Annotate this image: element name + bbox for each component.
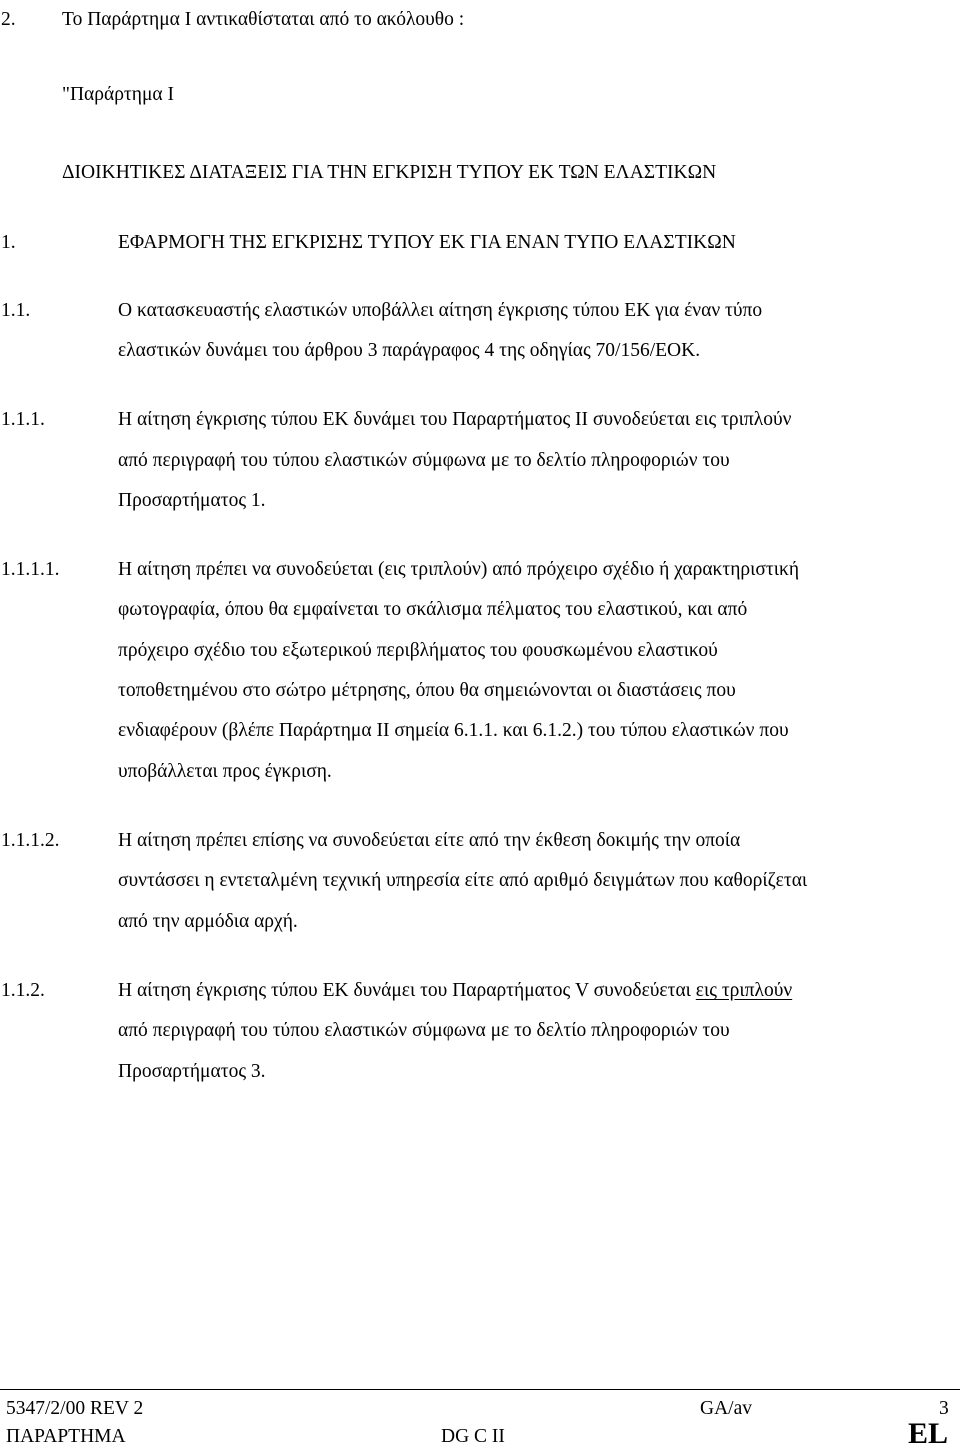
paragraph-number: 1.1.1.: [1, 409, 45, 430]
item-text: Το Παράρτημα Ι αντικαθίσταται από το ακόλουθο :: [62, 9, 465, 30]
paragraph-number: 1.1.2.: [1, 980, 45, 1001]
paragraph-line: Προσαρτήματος 1.: [118, 490, 266, 511]
paragraph-line: Η αίτηση έγκρισης τύπου ΕΚ δυνάμει του Παραρτήματος ΙΙ συνοδεύεται εις τριπλούν: [118, 409, 792, 430]
paragraph-line: Η αίτηση πρέπει να συνοδεύεται (εις τριπλούν) από πρόχειρο σχέδιο ή χαρακτηριστική: [118, 559, 800, 580]
paragraph-line: τοποθετημένου στο σώτρο μέτρησης, όπου θα σημειώνονται οι διαστάσεις που: [118, 680, 736, 701]
paragraph-line: από περιγραφή του τύπου ελαστικών σύμφωνα με το δελτίο πληροφοριών του: [118, 450, 730, 471]
paragraph-line: ενδιαφέρουν (βλέπε Παράρτημα ΙΙ σημεία 6.1.1. και 6.1.2.) του τύπου ελαστικών που: [118, 720, 789, 741]
item-number: 2.: [1, 9, 16, 30]
footer-page-number: 3: [939, 1398, 949, 1419]
paragraph-line: [118, 979, 792, 1003]
paragraph-number: 1.1.1.2.: [1, 830, 60, 851]
paragraph-line: από περιγραφή του τύπου ελαστικών σύμφωνα με το δελτίο πληροφοριών του: [118, 1020, 730, 1041]
section-heading: ΕΦΑΡΜΟΓΗ ΤΗΣ ΕΓΚΡΙΣΗΣ ΤΥΠΟΥ ΕΚ ΓΙΑ ΕΝΑΝ ΤΥΠΟ ΕΛΑΣΤΙΚΩΝ: [118, 232, 736, 253]
footer-language-code: EL: [908, 1417, 949, 1450]
paragraph-line: Η αίτηση πρέπει επίσης να συνοδεύεται είτε από την έκθεση δοκιμής την οποία: [118, 830, 741, 851]
footer-annex-label: ΠΑΡΑΡΤΗΜΑ: [6, 1426, 126, 1447]
annex-heading: ΔΙΟΙΚΗΤΙΚΕΣ ΔΙΑΤΑΞΕΙΣ ΓΙΑ ΤΗΝ ΕΓΚΡΙΣΗ ΤΥΠΟΥ ΕΚ ΤΩΝ ΕΛΑΣΤΙΚΩΝ: [62, 162, 717, 183]
paragraph-line: συντάσσει η εντεταλμένη τεχνική υπηρεσία είτε από αριθμό δειγμάτων που καθορίζεται: [118, 870, 808, 891]
section-number: 1.: [1, 232, 16, 253]
paragraph-number: 1.1.1.1.: [1, 559, 60, 580]
paragraph-line: ελαστικών δυνάμει του άρθρου 3 παράγραφος 4 της οδηγίας 70/156/ΕΟΚ.: [118, 340, 701, 361]
paragraph-line: Ο κατασκευαστής ελαστικών υποβάλλει αίτηση έγκρισης τύπου ΕΚ για έναν τύπο: [118, 300, 763, 321]
paragraph-line: από την αρμόδια αρχή.: [118, 911, 298, 932]
footer-initials: GA/av: [700, 1398, 752, 1419]
underlined-text: εις τριπλούν: [695, 980, 793, 1001]
footer-dg: DG C II: [441, 1426, 505, 1447]
footer-doc-ref: 5347/2/00 REV 2: [6, 1398, 144, 1419]
paragraph-line: φωτογραφία, όπου θα εμφαίνεται το σκάλισμα πέλματος του ελαστικού, και από: [118, 599, 748, 620]
paragraph-line: υποβάλλεται προς έγκριση.: [118, 761, 332, 782]
paragraph-line: πρόχειρο σχέδιο του εξωτερικού περιβλήματος του φουσκωμένου ελαστικού: [118, 640, 718, 661]
footer-divider: [0, 1389, 960, 1390]
annex-title: "Παράρτημα Ι: [62, 84, 175, 105]
paragraph-text: Η αίτηση έγκρισης τύπου ΕΚ δυνάμει του Παραρτήματος V συνοδεύεται: [118, 980, 696, 1001]
paragraph-number: 1.1.: [1, 300, 31, 321]
paragraph-line: Προσαρτήματος 3.: [118, 1061, 266, 1082]
